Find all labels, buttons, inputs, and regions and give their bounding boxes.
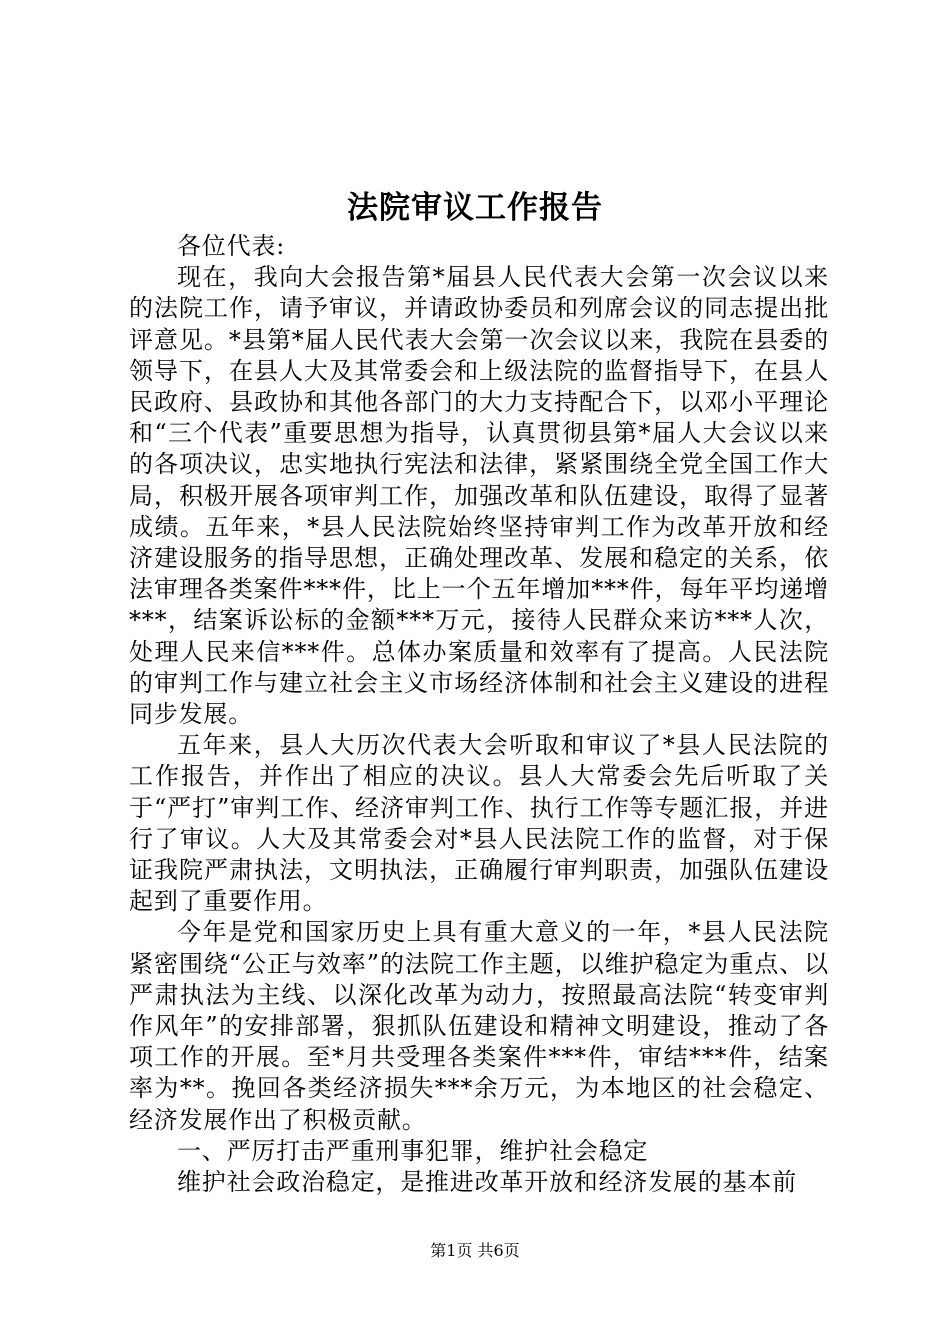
document-title: 法院审议工作报告 (347, 190, 603, 226)
paragraph: 今年是党和国家历史上具有重大意义的一年，*县人民法院紧密围绕“公正与效率”的法院工作主题，以维护稳定为重点、以严肃执法为主线、以深化改革为动力，按照最高法院“转变审判作风年”的安排部署，狠抓队伍建设和精神文明建设，推动了各项工作的开展。至*月共受理各类案件***件，审结***件，结案率为**。挽回各类经济损失***余万元，为本地区的社会稳定、经济发展作出了积极贡献。 (129, 918, 829, 1134)
document-body (129, 231, 829, 1198)
paragraph: 现在，我向大会报告第*届县人民代表大会第一次会议以来的法院工作，请予审议，并请政协委员和列席会议的同志提出批评意见。*县第*届人民代表大会第一次会议以来，我院在县委的领导下，在县人大及其常委会和上级法院的监督指导下，在县人民政府、县政协和其他各部门的大力支持配合下，以邓小平理论和“三个代表”重要思想为指导，认真贯彻县第*届人大会议以来的各项决议，忠实地执行宪法和法律，紧紧围绕全党全国工作大局，积极开展各项审判工作，加强改革和队伍建设，取得了显著成绩。五年来，*县人民法院始终坚持审判工作为改革开放和经济建设服务的指导思想，正确处理改革、发展和稳定的关系，依法审理各类案件***件，比上一个五年增加***件，每年平均递增***，结案诉讼标的金额***万元，接待人民群众来访***人次，处理人民来信***件。总体办案质量和效率有了提高。人民法院的审判工作与建立社会主义市场经济体制和社会主义建设的进程同步发展。 (129, 263, 829, 729)
paragraph: 五年来，县人大历次代表大会听取和审议了*县人民法院的工作报告，并作出了相应的决议。县人大常委会先后听取了关于“严打”审判工作、经济审判工作、执行工作等专题汇报，并进行了审议。人大及其常委会对*县人民法院工作的监督，对于保证我院严肃执法，文明执法，正确履行审判职责，加强队伍建设起到了重要作用。 (129, 731, 829, 916)
section-heading: 一、严厉打击严重刑事犯罪，维护社会稳定 (177, 1136, 649, 1165)
salutation: 各位代表: (177, 232, 286, 260)
page-footer: 第1页 共6页 (430, 1241, 520, 1260)
paragraph: 维护社会政治稳定，是推进改革开放和经济发展的基本前 (177, 1168, 797, 1197)
